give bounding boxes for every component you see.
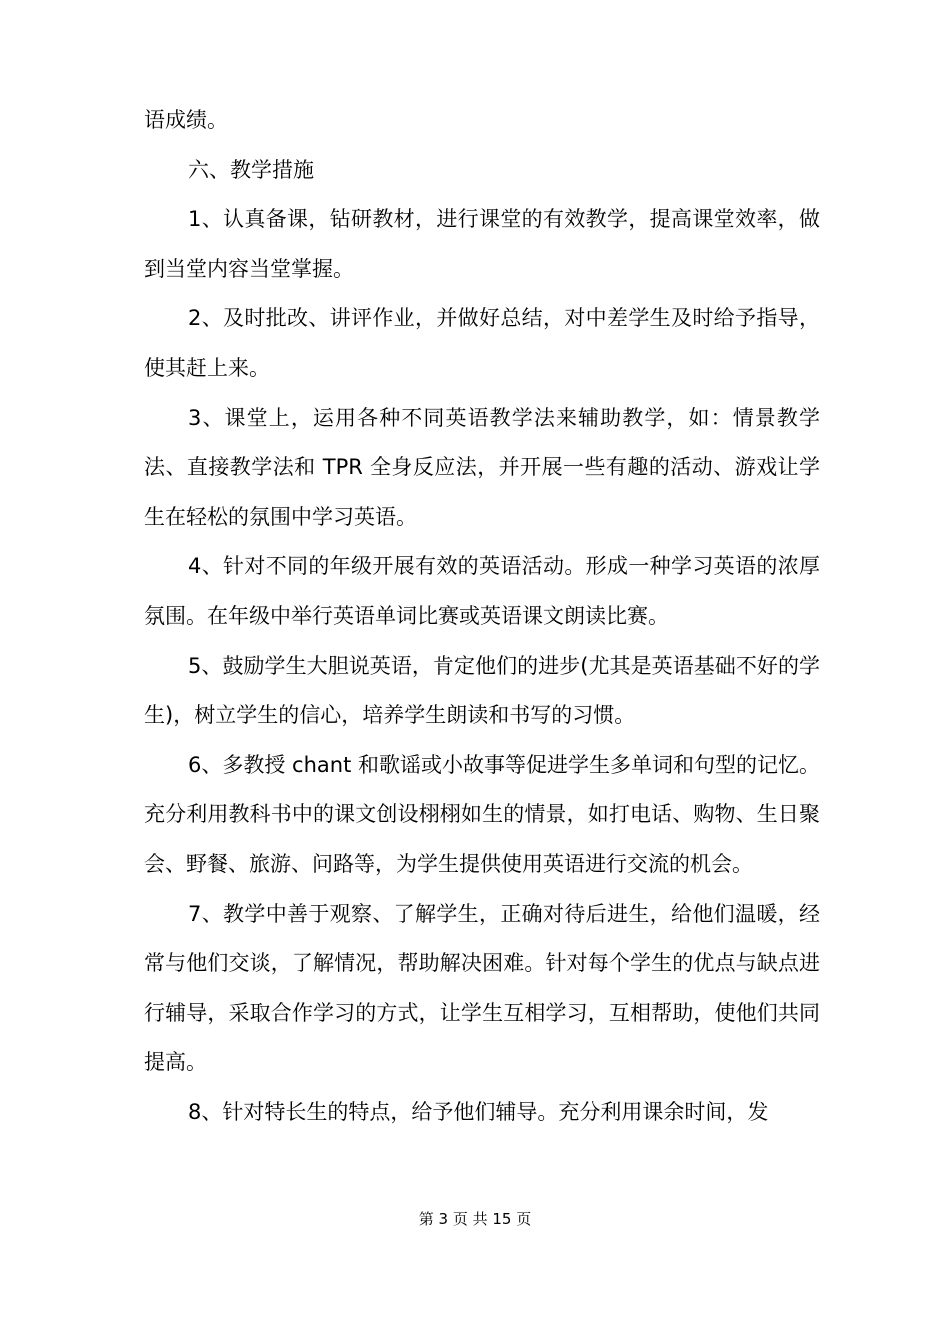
page-number-footer: 第 3 页 共 15 页 (418, 1210, 532, 1228)
paragraph-item-5: 5、鼓励学生大胆说英语，肯定他们的进步(尤其是英语基础不好的学生)，树立学生的信心，培养学生朗读和书写的习惯。 (144, 653, 820, 728)
paragraph-item-8: 8、针对特长生的特点，给予他们辅导。充分利用课余时间，发 (188, 1099, 769, 1124)
paragraph-item-3: 3、课堂上，运用各种不同英语教学法来辅助教学，如：情景教学法、直接教学法和 TPR 全身反应法，并开展一些有趣的活动、游戏让学生在轻松的氛围中学习英语。 (144, 405, 820, 529)
paragraph-item-1: 1、认真备课，钻研教材，进行课堂的有效教学，提高课堂效率，做到当堂内容当堂掌握。 (144, 207, 820, 281)
paragraph-item-2: 2、及时批改、讲评作业，并做好总结，对中差学生及时给予指导，使其赶上来。 (144, 306, 820, 380)
paragraph-item-4: 4、针对不同的年级开展有效的英语活动。形成一种学习英语的浓厚氛围。在年级中举行英语单词比赛或英语课文朗读比赛。 (144, 554, 820, 628)
paragraph-item-7: 7、教学中善于观察、了解学生，正确对待后进生，给他们温暖，经常与他们交谈，了解情况，帮助解决困难。针对每个学生的优点与缺点进行辅导，采取合作学习的方式，让学生互相学习，互相帮助，使他们共同提高。 (144, 901, 820, 1075)
document-body (144, 96, 820, 1137)
paragraph-item-6: 6、多教授 chant 和歌谣或小故事等促进学生多单词和句型的记忆。充分利用教科书中的课文创设栩栩如生的情景，如打电话、购物、生日聚会、野餐、旅游、问路等，为学生提供使用英语进行交流的机会。 (144, 752, 820, 876)
section-heading: 六、教学措施 (188, 157, 314, 182)
paragraph-continuation: 语成绩。 (144, 108, 228, 132)
